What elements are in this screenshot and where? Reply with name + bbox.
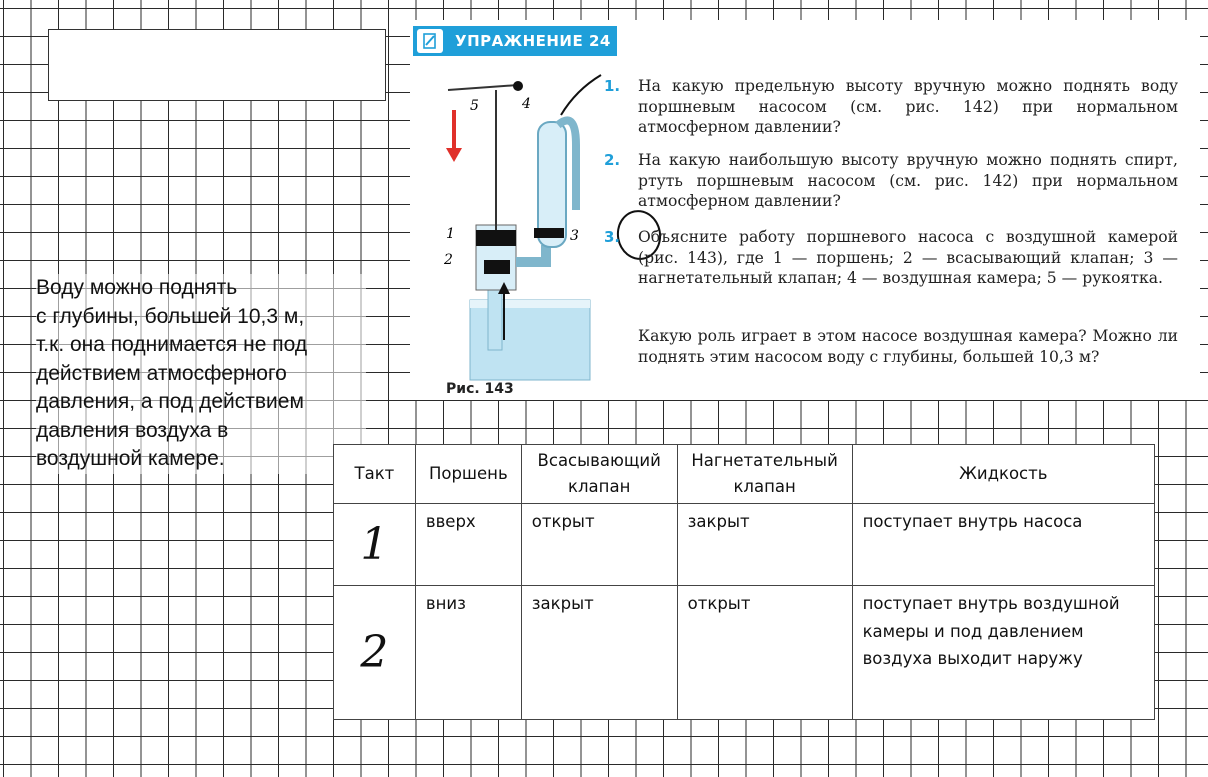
answer-line: с глубины, большей 10,3 м, [36,304,305,328]
exercise-title: УПРАЖНЕНИЕ 24 [455,32,611,50]
answer-line: действием атмосферного [36,361,287,385]
question-3-continued [638,326,1178,367]
takt-number: 1 [334,504,416,586]
label-4: 4 [522,96,531,112]
question-text: На какую предельную высоту вручную можно поднять воду поршневым насосом (см. рис. 142) при нормальном атмосферном давлении? [638,77,1178,136]
table-row [334,504,1155,586]
answer-line: Воду можно поднять [36,276,238,299]
label-1: 1 [446,226,455,242]
question-number: 2. [604,151,621,169]
header-liquid: Жидкость [852,445,1154,504]
header-suction-valve: Всасывающий клапан [521,445,677,504]
header-piston: Поршень [415,445,521,504]
question-3 [604,227,1178,289]
question-text: Какую роль играет в этом насосе воздушная камера? Можно ли поднять этим насосом воду с глубины, большей 10,3 м? [638,327,1178,366]
discharge-cell: закрыт [677,504,852,586]
pump-figure [426,50,626,400]
question-text: Объясните работу поршневого насоса с воздушной камерой (рис. 143), где 1 — поршень; 2 — всасывающий клапан; 3 — нагнетательный клапан; 4 — воздушная камера; 5 — рукоятка. [638,228,1178,287]
question-number: 1. [604,77,621,95]
liquid-cell: поступает внутрь воздушной камеры и под давлением воздуха выходит наружу [852,586,1154,720]
header-takt: Такт [334,445,416,504]
suction-valve [484,260,510,274]
table-row [334,586,1155,720]
piston-cell: вверх [415,504,521,586]
answer-line: давления воздуха в [36,418,229,442]
textbook-excerpt [410,20,1200,400]
figure-caption: Рис. 143 [446,381,514,397]
pump-cycle-table [333,444,1155,720]
header-discharge-valve: Нагнетательный клапан [677,445,852,504]
discharge-cell: открыт [677,586,852,720]
table-header-row [334,445,1155,504]
label-5: 5 [470,98,479,114]
discharge-valve [534,228,564,238]
answer-line: воздушной камере. [36,447,225,470]
answer-text [36,274,366,474]
piston-cell: вниз [415,586,521,720]
answer-line: т.к. она поднимается не под [36,333,308,356]
liquid-cell: поступает внутрь насоса [852,504,1154,586]
takt-number: 2 [334,586,416,720]
question-2 [604,150,1178,212]
question-number: 3. [604,228,621,246]
answer-line: давления, а под действием [36,390,304,413]
name-box [48,29,386,101]
piston [476,230,516,246]
label-3: 3 [570,228,579,244]
suction-cell: закрыт [521,586,677,720]
suction-cell: открыт [521,504,677,586]
label-2: 2 [444,252,453,268]
question-text: На какую наибольшую высоту вручную можно поднять спирт, ртуть поршневым насосом (см. рис. 142) при нормальном атмосферном давлении? [638,151,1178,210]
question-1 [604,76,1178,138]
